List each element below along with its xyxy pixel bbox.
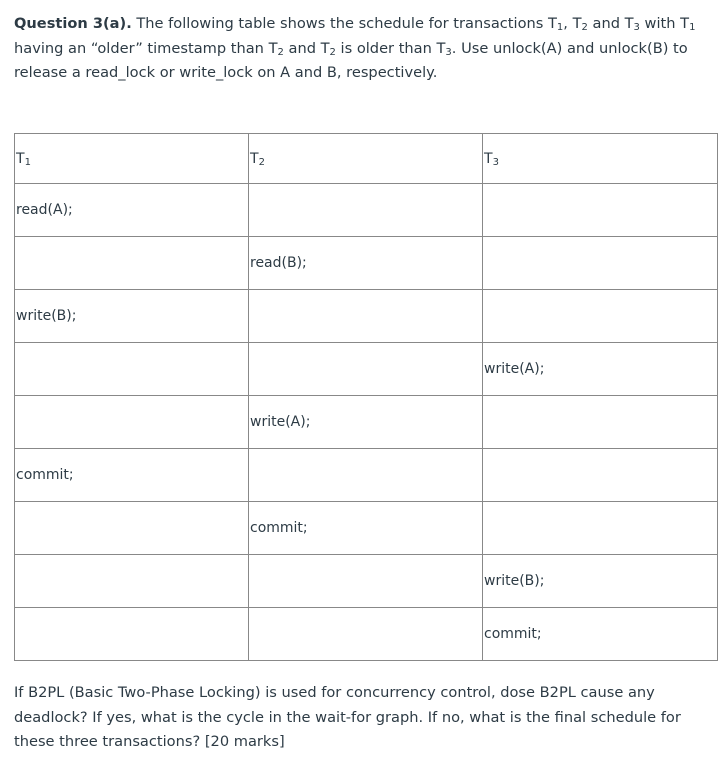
schedule-cell	[483, 449, 718, 502]
schedule-cell	[15, 237, 249, 290]
schedule-table	[14, 133, 718, 661]
header-sub: 3	[492, 156, 499, 168]
subscript: 3	[445, 46, 452, 58]
schedule-cell: commit;	[483, 608, 718, 661]
header-base: T	[16, 150, 25, 167]
schedule-cell	[15, 396, 249, 449]
intro-text: The following table shows the schedule for transactions T	[131, 15, 557, 32]
subscript: 1	[556, 22, 564, 33]
header-base: T	[250, 150, 259, 167]
schedule-cell: write(A);	[483, 343, 718, 396]
table-header-row	[15, 134, 718, 184]
table-row	[15, 555, 718, 608]
schedule-cell	[483, 237, 718, 290]
intro-text: with T	[639, 15, 690, 32]
table-row	[15, 237, 718, 290]
table-row	[15, 449, 718, 502]
table-row	[15, 396, 718, 449]
subscript: 2	[277, 46, 284, 58]
question-label: Question 3(a).	[14, 15, 132, 32]
schedule-cell	[483, 502, 718, 555]
schedule-cell	[15, 555, 249, 608]
schedule-cell	[15, 502, 249, 555]
schedule-cell: read(B);	[249, 237, 483, 290]
schedule-cell	[483, 184, 718, 237]
schedule-cell: write(B);	[483, 555, 718, 608]
table-row	[15, 343, 718, 396]
table-row	[15, 608, 718, 661]
header-t1	[15, 134, 249, 184]
subscript: 3	[633, 22, 640, 33]
schedule-cell	[249, 555, 483, 608]
table-row	[15, 290, 718, 343]
schedule-cell	[249, 290, 483, 343]
intro-text: having an “older” timestamp than T	[14, 39, 278, 57]
question-followup: If B2PL (Basic Two-Phase Locking) is used for concurrency control, dose B2PL cause any deadlock? If yes, what is the cycle in the wait-for graph. If no, what is the final schedule for these three transactions? [20 marks]	[14, 684, 681, 750]
schedule-cell	[249, 449, 483, 502]
schedule-cell: read(A);	[15, 184, 249, 237]
schedule-cell	[249, 608, 483, 661]
header-sub: 2	[258, 156, 265, 168]
schedule-cell: write(B);	[15, 290, 249, 343]
header-sub: 1	[24, 156, 31, 168]
schedule-cell	[249, 343, 483, 396]
subscript: 2	[329, 46, 336, 58]
table-row	[15, 184, 718, 237]
table-row	[15, 502, 718, 555]
intro-text: and T	[587, 15, 634, 32]
intro-text: . Use unlock(A) and unlock(B) to release a read_lock or write_lock on A and B, respectively.	[14, 39, 688, 81]
header-base: T	[484, 150, 493, 167]
schedule-cell	[15, 608, 249, 661]
intro-text: , T	[563, 15, 582, 32]
schedule-cell	[15, 343, 249, 396]
schedule-cell	[483, 290, 718, 343]
intro-text: and T	[283, 39, 330, 57]
schedule-cell: commit;	[249, 502, 483, 555]
schedule-cell	[483, 396, 718, 449]
schedule-cell: commit;	[15, 449, 249, 502]
schedule-cell: write(A);	[249, 396, 483, 449]
header-t2	[249, 134, 483, 184]
header-t3	[483, 134, 718, 184]
subscript: 1	[689, 22, 696, 33]
question-intro	[14, 12, 714, 86]
schedule-cell	[249, 184, 483, 237]
schedule-table-body	[15, 134, 718, 661]
intro-text: is older than T	[335, 39, 446, 57]
subscript: 2	[581, 22, 588, 33]
